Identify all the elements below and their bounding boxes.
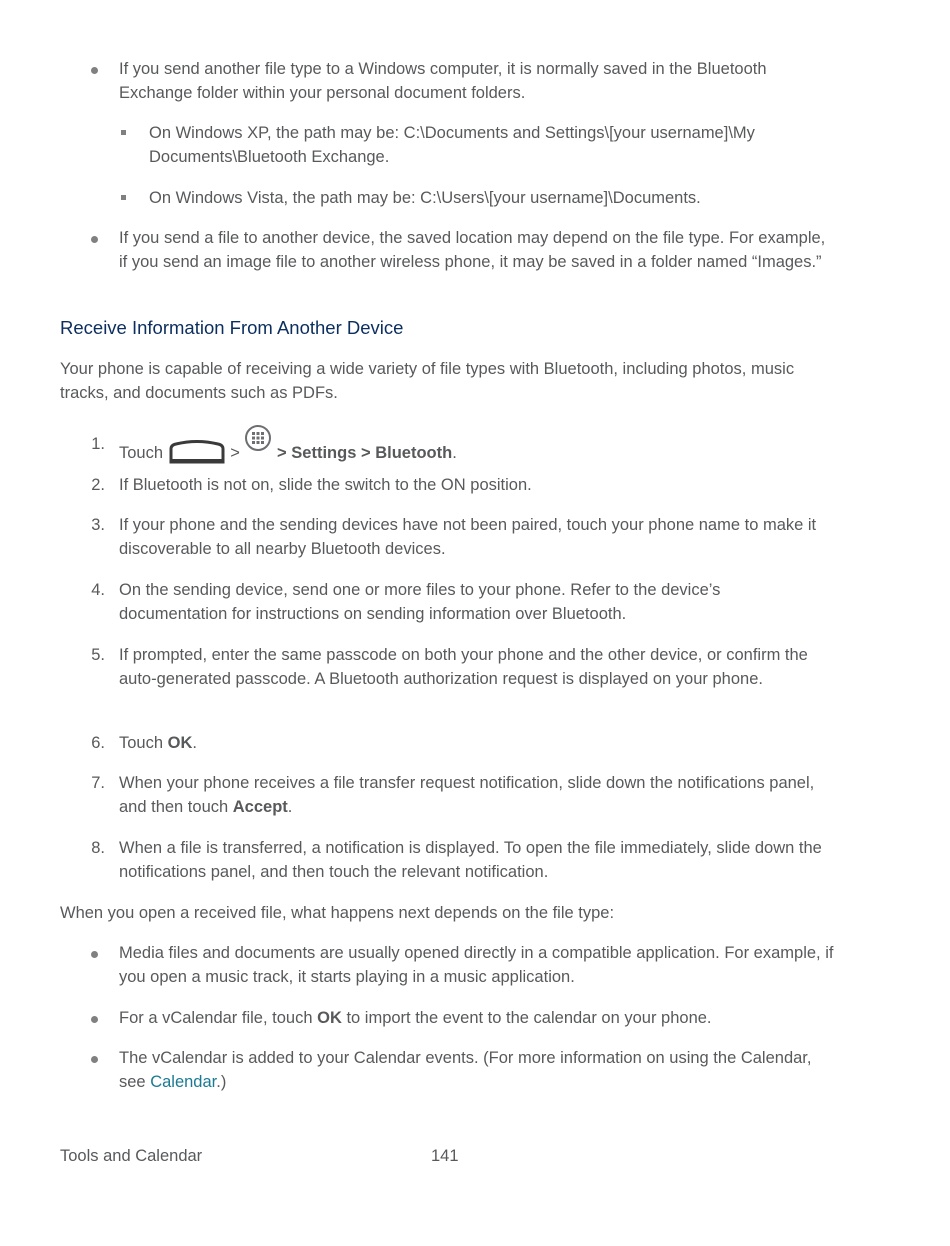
step-1-text [119, 432, 839, 465]
step-text-pre: When your phone receives a file transfer request notification, slide down the notifications panel, and then touch [119, 774, 815, 816]
step-number: 6. [91, 734, 105, 752]
step-1-touch: Touch [119, 444, 164, 462]
step-text-post: . [287, 798, 293, 816]
accept-label: Accept [232, 798, 288, 816]
bullet-text: If you send a file to another device, the saved location may depend on the file type. For example, if you send an image file to another wireless phone, it may be saved in a folder named “Images.” [119, 229, 826, 271]
step-number: 3. [91, 516, 105, 534]
home-icon [168, 440, 226, 464]
sub-bullet-marker [121, 195, 126, 200]
step-text: If your phone and the sending devices have not been paired, touch your phone name to make it discoverable to all nearby Bluetooth devices. [119, 516, 817, 558]
step-text [119, 771, 834, 819]
step-number: 4. [91, 581, 105, 599]
ok-label: OK [317, 1009, 342, 1027]
after-paragraph: When you open a received file, what happens next depends on the file type: [60, 904, 615, 922]
page-number: 141 [431, 1147, 459, 1165]
step-number: 7. [91, 774, 105, 792]
step-text: If prompted, enter the same passcode on both your phone and the other device, or confirm the auto-generated passcode. A Bluetooth authorization request is displayed on your phone. [119, 646, 808, 688]
sub-bullet-marker [121, 130, 126, 135]
apps-icon [244, 424, 272, 452]
step-text [119, 731, 834, 755]
section-heading: Receive Information From Another Device [60, 317, 404, 338]
bullet-marker [91, 1056, 98, 1063]
bullet-marker [91, 67, 98, 74]
separator: > [230, 444, 240, 462]
sub-bullet-text: On Windows Vista, the path may be: C:\Users\[your username]\Documents. [149, 189, 701, 207]
step-text-pre: Touch [119, 734, 168, 752]
bullet-text-pre: The vCalendar is added to your Calendar events. (For more information on using the Calendar, see [119, 1049, 812, 1091]
separator: > [360, 444, 371, 462]
bluetooth-label: Bluetooth [375, 444, 453, 462]
footer-chapter: Tools and Calendar [60, 1147, 203, 1165]
bullet-marker [91, 951, 98, 958]
step-text-post: . [192, 734, 197, 752]
separator: > [277, 444, 287, 462]
step-number: 8. [91, 839, 105, 857]
bullet-text-post: to import the event to the calendar on your phone. [341, 1009, 712, 1027]
bullet-text: If you send another file type to a Windows computer, it is normally saved in the Bluetooth Exchange folder within your personal document folders. [119, 60, 767, 102]
intro-paragraph: Your phone is capable of receiving a wide variety of file types with Bluetooth, including photos, music tracks, and documents such as PDFs. [60, 360, 795, 402]
bullet-text [119, 1006, 834, 1030]
bullet-text-pre: For a vCalendar file, touch [119, 1009, 318, 1027]
step-end-punct: . [452, 444, 457, 462]
bullet-text [119, 1046, 834, 1094]
step-text: On the sending device, send one or more files to your phone. Refer to the device’s documentation for instructions on sending information over Bluetooth. [119, 581, 721, 623]
step-number: 1. [91, 435, 105, 453]
ok-label: OK [167, 734, 193, 752]
bullet-marker [91, 1016, 98, 1023]
step-text: When a file is transferred, a notification is displayed. To open the file immediately, slide down the notifications panel, and then touch the relevant notification. [119, 839, 822, 881]
step-number: 5. [91, 646, 105, 664]
bullet-text-post: .) [216, 1073, 227, 1091]
calendar-link[interactable]: Calendar [150, 1073, 217, 1091]
settings-label: Settings [291, 444, 357, 462]
step-text: If Bluetooth is not on, slide the switch to the ON position. [119, 476, 532, 494]
sub-bullet-text: On Windows XP, the path may be: C:\Documents and Settings\[your username]\My Documents\Bluetooth Exchange. [149, 124, 755, 166]
bullet-text: Media files and documents are usually opened directly in a compatible application. For example, if you open a music track, it starts playing in a music application. [119, 944, 834, 986]
bullet-marker [91, 236, 98, 243]
step-number: 2. [91, 476, 105, 494]
